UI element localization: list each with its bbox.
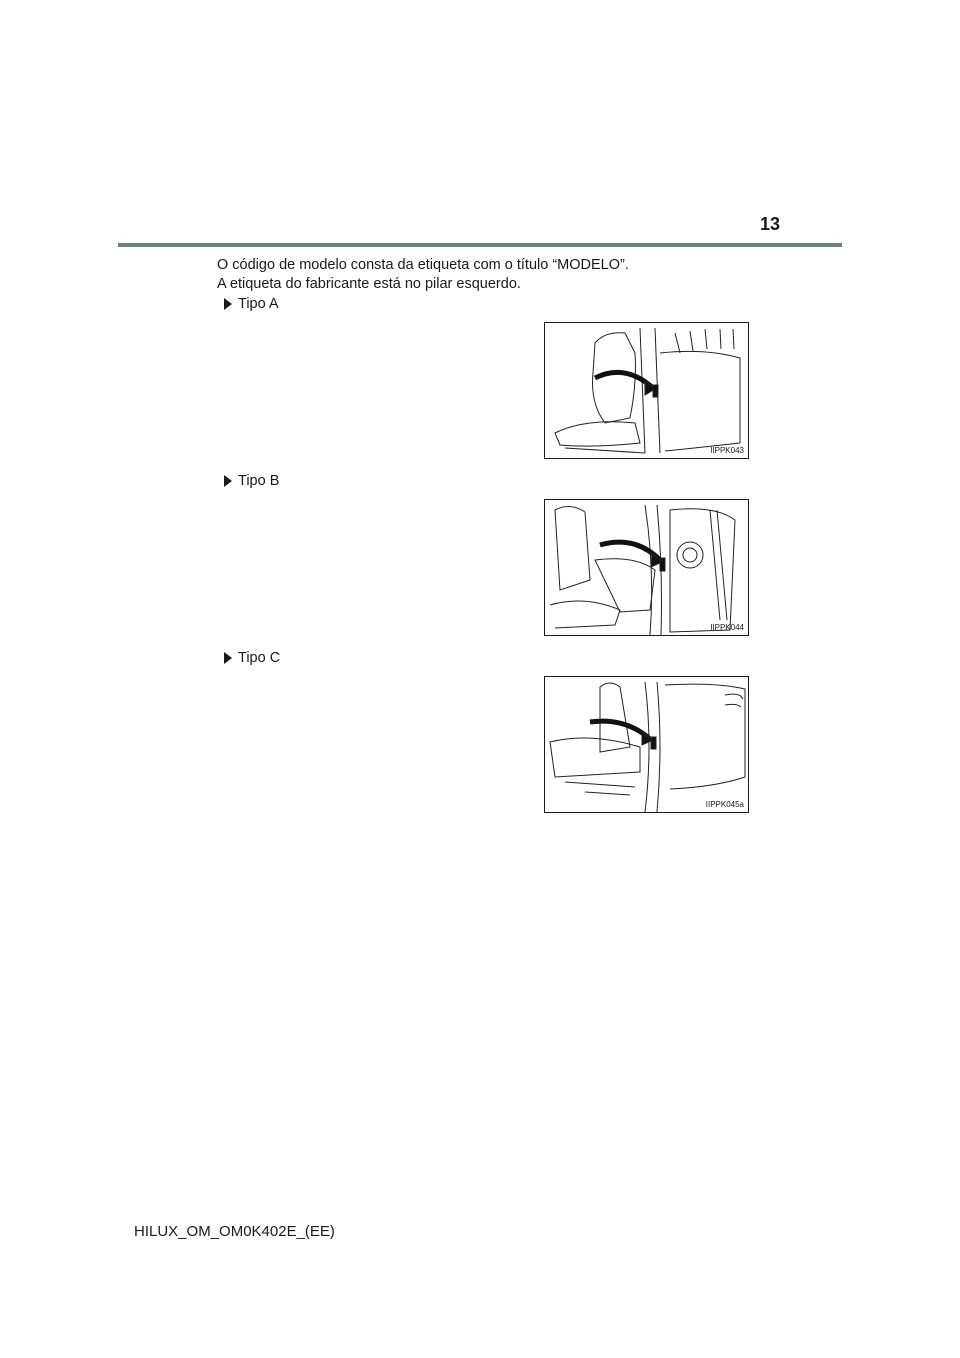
triangle-bullet-icon bbox=[224, 475, 232, 487]
type-c-text: Tipo C bbox=[238, 650, 281, 666]
seat-door-illustration-a bbox=[545, 323, 750, 460]
figure-code-c: IIPPK045a bbox=[705, 800, 744, 809]
figure-type-a bbox=[544, 322, 749, 459]
page-number: 13 bbox=[759, 214, 780, 234]
intro-line-model: O código de modelo consta da etiqueta com o título “MODELO”. bbox=[217, 257, 629, 273]
type-a-text: Tipo A bbox=[238, 296, 279, 312]
triangle-bullet-icon bbox=[224, 298, 232, 310]
document-code-footer: HILUX_OM_OM0K402E_(EE) bbox=[134, 1223, 335, 1240]
figure-code-a: IIPPK043 bbox=[710, 446, 744, 455]
intro-text bbox=[217, 256, 777, 294]
type-b-label bbox=[224, 473, 279, 489]
seat-door-illustration-b bbox=[545, 500, 750, 637]
header-rule bbox=[118, 243, 842, 247]
figure-type-b bbox=[544, 499, 749, 636]
type-a-label bbox=[224, 296, 279, 312]
type-c-label bbox=[224, 650, 280, 666]
intro-line-label: A etiqueta do fabricante está no pilar esquerdo. bbox=[217, 276, 521, 292]
type-b-text: Tipo B bbox=[238, 473, 280, 489]
seat-door-illustration-c bbox=[545, 677, 750, 814]
figure-code-b: IIPPK044 bbox=[710, 623, 744, 632]
figure-type-c bbox=[544, 676, 749, 813]
triangle-bullet-icon bbox=[224, 652, 232, 664]
